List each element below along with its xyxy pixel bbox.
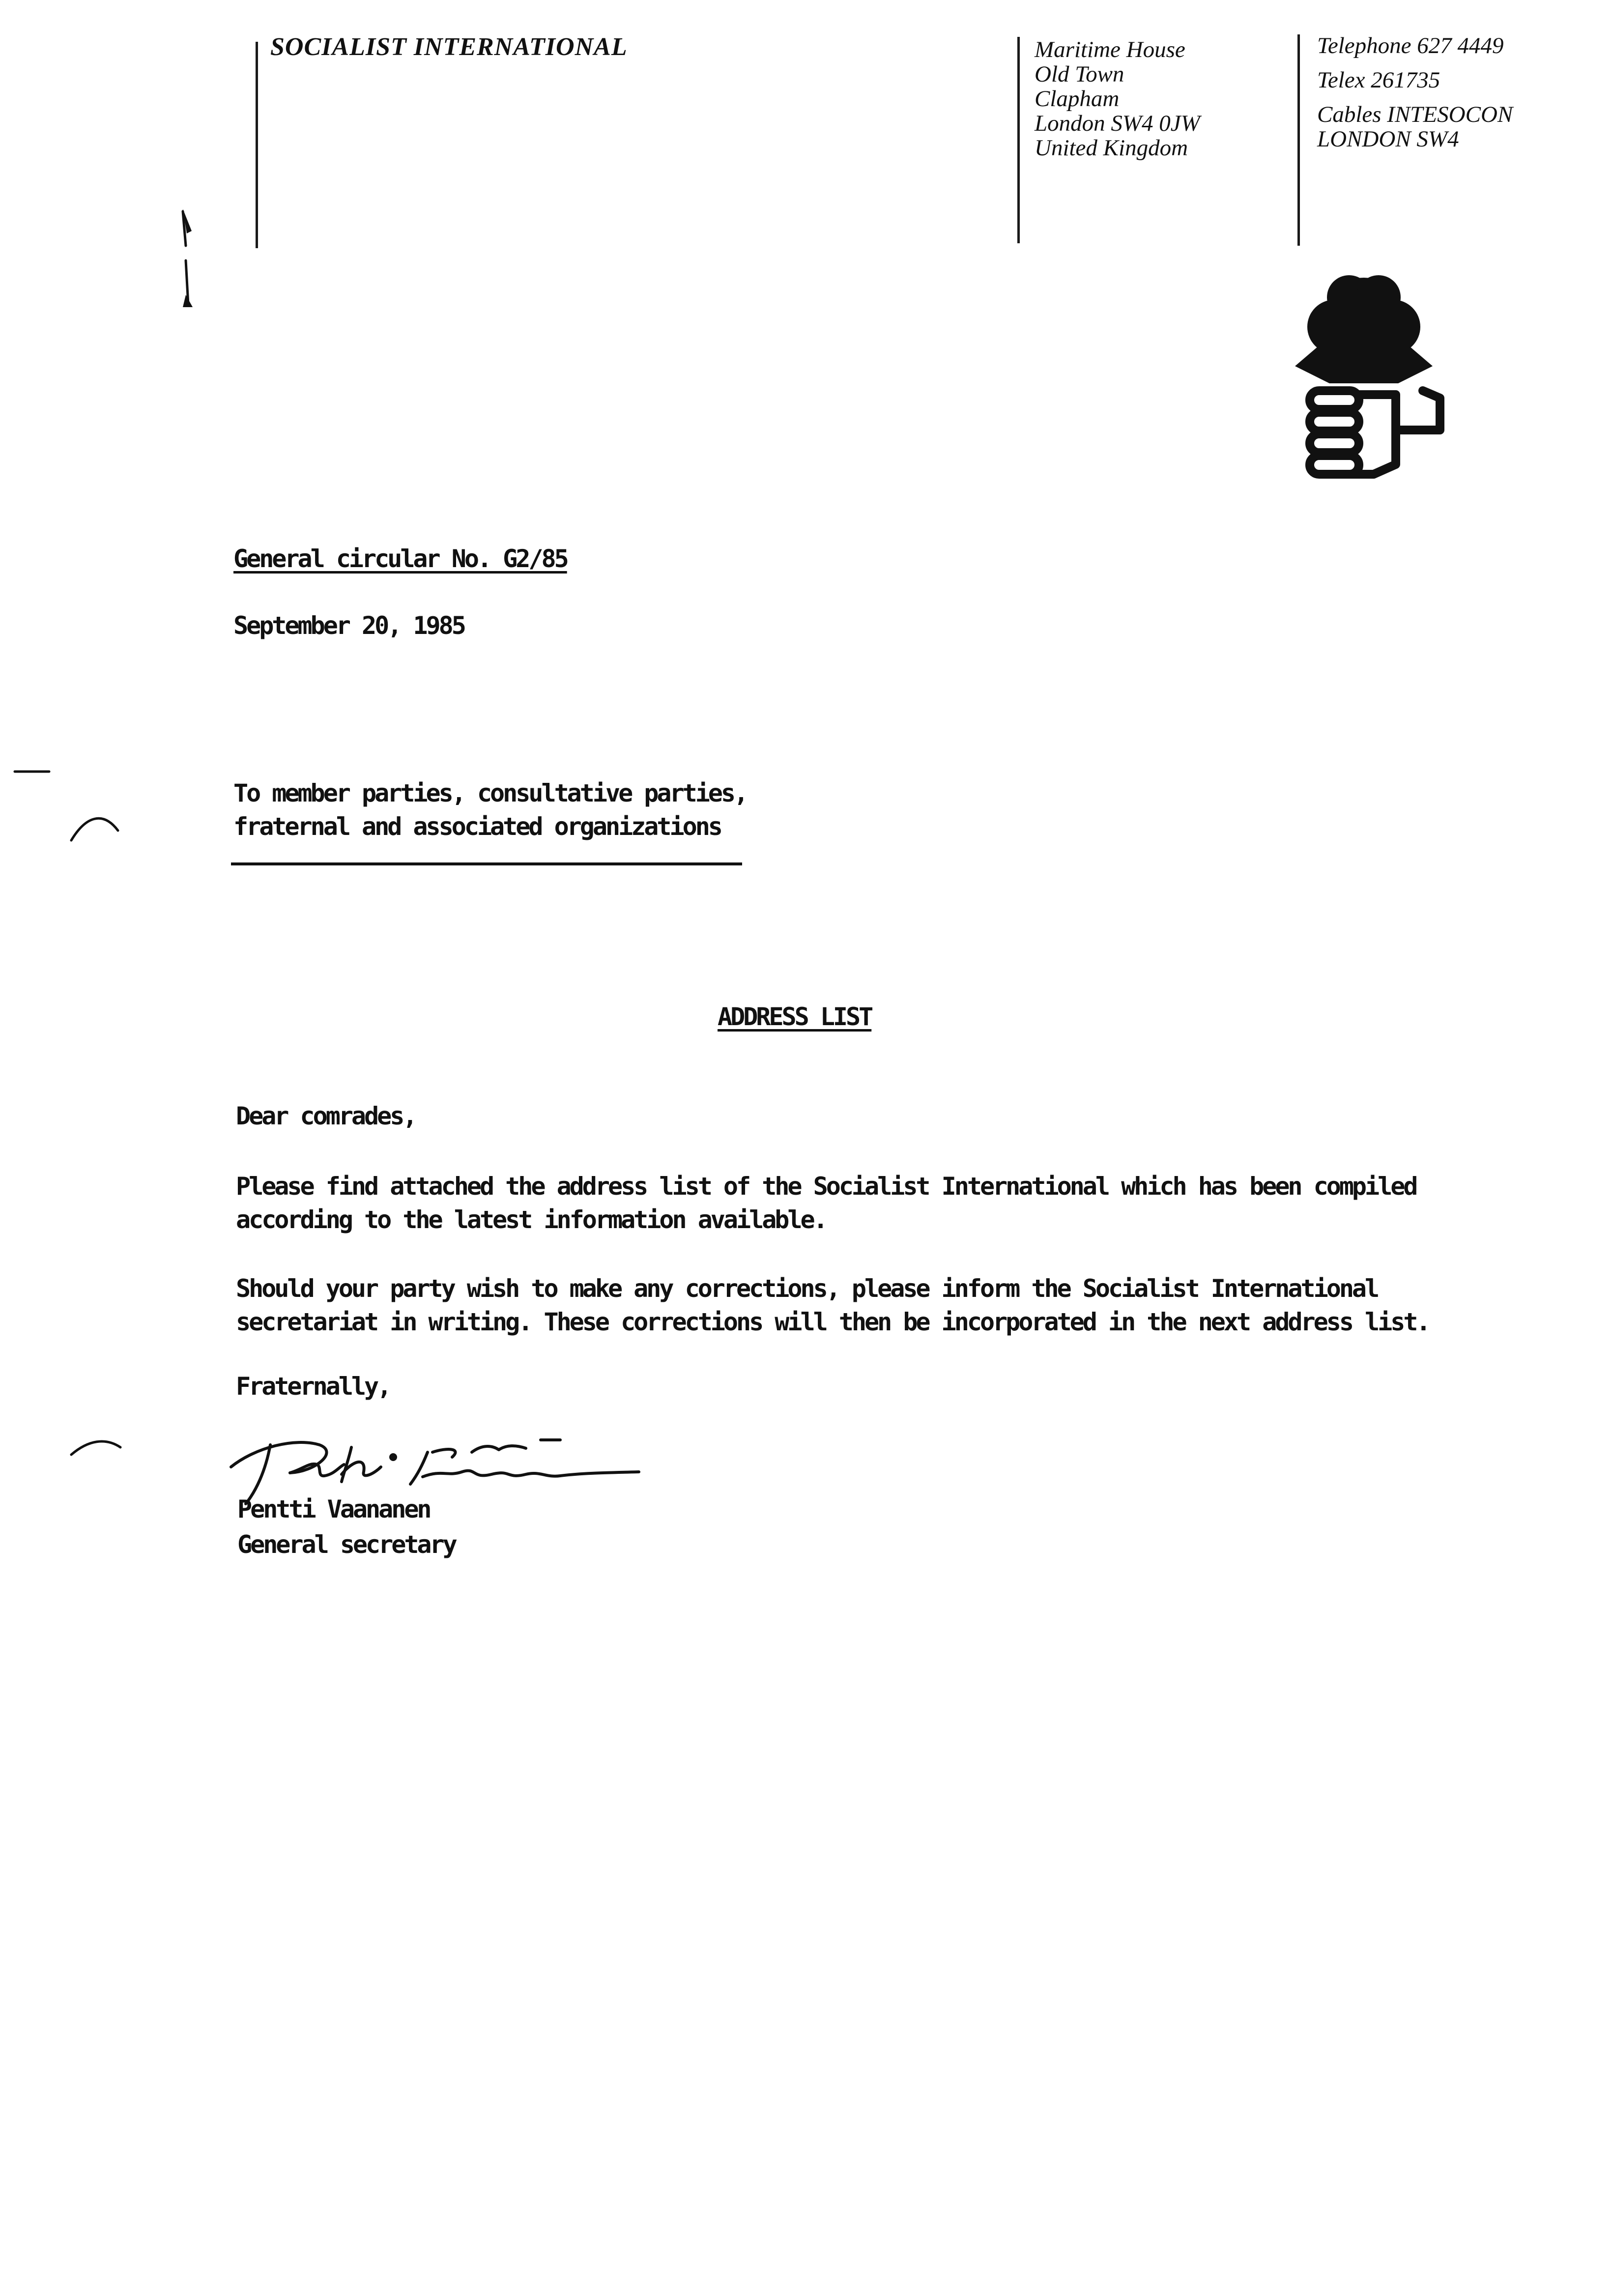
address-line: Old Town <box>1035 61 1124 87</box>
letterhead-middle-rule <box>1017 37 1020 243</box>
contact-block <box>1317 33 1513 161</box>
body-paragraph-1 <box>236 1170 1416 1236</box>
subject-heading: ADDRESS LIST <box>718 1003 872 1031</box>
recipients-block <box>233 776 747 843</box>
contact-cables-city: LONDON SW4 <box>1317 126 1459 152</box>
recipients-line: fraternal and associated organizations <box>233 812 721 841</box>
signer-name: Pentti Vaananen <box>237 1495 430 1523</box>
circular-date: September 20, 1985 <box>233 611 464 640</box>
address-line: United Kingdom <box>1035 135 1188 161</box>
contact-telex: Telex 261735 <box>1317 67 1440 93</box>
paragraph-line: Should your party wish to make any corrections, please inform the Socialist International <box>236 1274 1378 1303</box>
organization-name: SOCIALIST INTERNATIONAL <box>270 33 628 61</box>
body-paragraph-2 <box>236 1272 1429 1339</box>
recipients-line: To member parties, consultative parties, <box>233 779 747 807</box>
address-line: Clapham <box>1035 86 1120 112</box>
paragraph-line: according to the latest information available. <box>236 1205 826 1234</box>
recipients-underline <box>231 862 742 865</box>
raised-fist-with-rose-icon <box>1275 268 1452 487</box>
closing: Fraternally, <box>236 1372 390 1401</box>
address-line: Maritime House <box>1035 37 1185 62</box>
address-block <box>1035 37 1200 160</box>
contact-telephone: Telephone 627 4449 <box>1317 33 1504 58</box>
address-line: London SW4 0JW <box>1035 111 1200 136</box>
signer-title: General secretary <box>237 1530 456 1559</box>
paragraph-line: secretariat in writing. These corrections will then be incorporated in the next address list. <box>236 1308 1429 1336</box>
letterhead-right-rule <box>1297 34 1300 246</box>
salutation: Dear comrades, <box>236 1102 416 1130</box>
letterhead-left-rule <box>256 42 258 248</box>
contact-cables: Cables INTESOCON <box>1317 102 1513 127</box>
paragraph-line: Please find attached the address list of the Socialist International which has been compiled <box>236 1172 1416 1201</box>
circular-number: General circular No. G2/85 <box>233 545 567 573</box>
